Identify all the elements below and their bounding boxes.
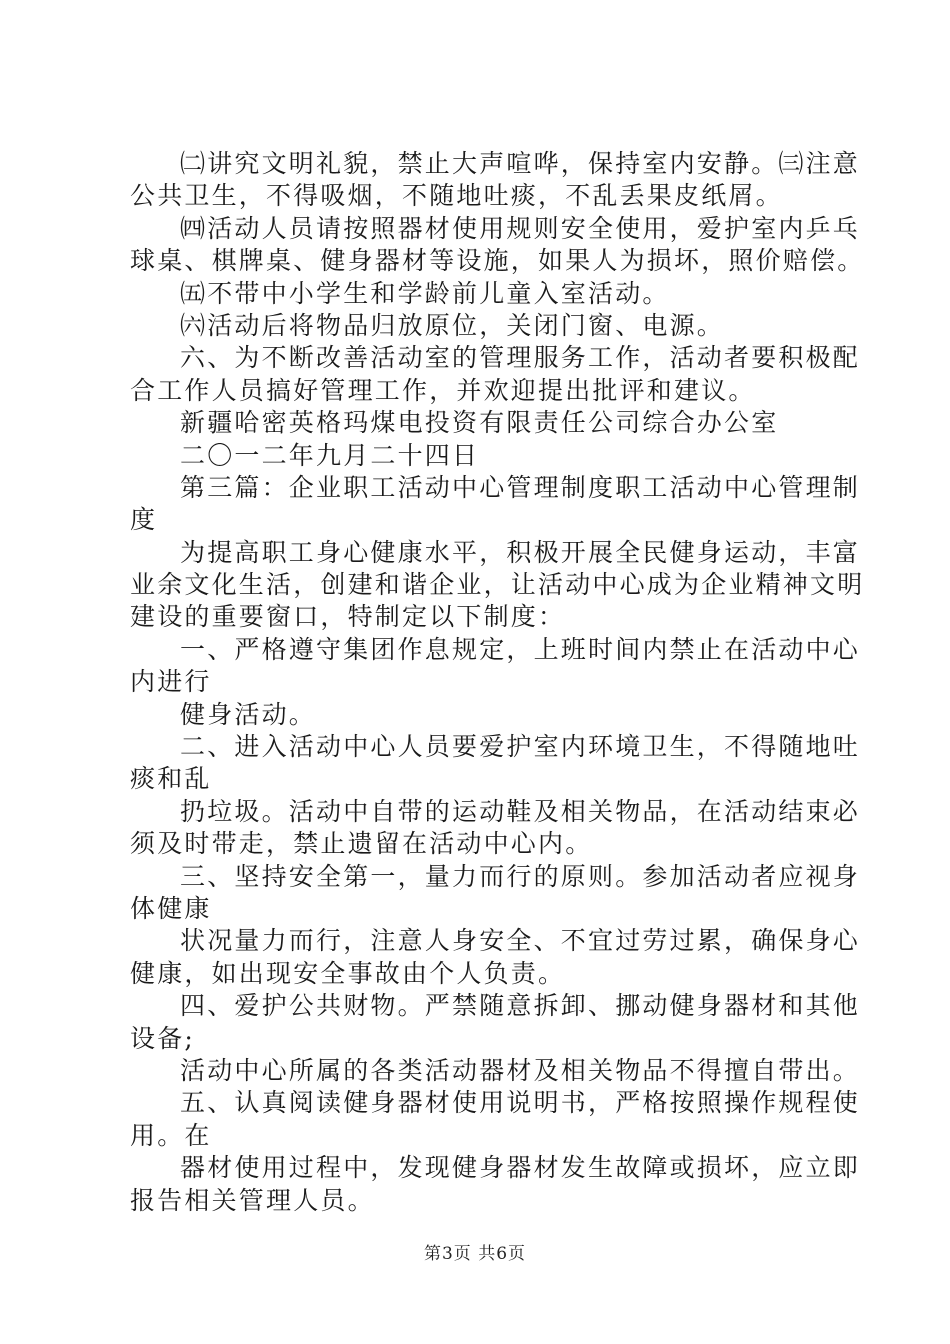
text-line: 痰和乱	[130, 764, 212, 794]
text-line: 球桌、棋牌桌、健身器材等设施，如果人为损坏，照价赔偿。	[130, 246, 865, 276]
text-line: 六、为不断改善活动室的管理服务工作，活动者要积极配	[180, 343, 861, 373]
page-footer: 第3页 共6页	[423, 1244, 527, 1264]
text-line: 度	[130, 505, 158, 535]
text-line: 合工作人员搞好管理工作，并欢迎提出批评和建议。	[130, 375, 756, 405]
text-line: 五、认真阅读健身器材使用说明书，严格按照操作规程使	[180, 1088, 861, 1118]
text-line: 体健康	[130, 893, 212, 923]
text-line: 扔垃圾。活动中自带的运动鞋及相关物品，在活动结束必	[180, 796, 861, 826]
text-line: 为提高职工身心健康水平，积极开展全民健身运动，丰富	[180, 537, 861, 567]
text-line: ㈤不带中小学生和学龄前儿童入室活动。	[180, 278, 670, 308]
text-line: 状况量力而行，注意人身安全、不宜过劳过累，确保身心	[180, 926, 861, 956]
text-line: 二〇一二年九月二十四日	[180, 440, 480, 470]
text-line: 健康，如出现安全事故由个人负责。	[130, 958, 566, 988]
text-line: 用。在	[130, 1120, 212, 1150]
text-line: 业余文化生活，创建和谐企业，让活动中心成为企业精神文明	[130, 570, 865, 600]
text-line: 四、爱护公共财物。严禁随意拆卸、挪动健身器材和其他	[180, 991, 861, 1021]
text-line: 三、坚持安全第一，量力而行的原则。参加活动者应视身	[180, 861, 861, 891]
text-line: 二、进入活动中心人员要爱护室内环境卫生，不得随地吐	[180, 732, 861, 762]
text-line: ㈥活动后将物品归放原位，关闭门窗、电源。	[180, 310, 725, 340]
text-line: 建设的重要窗口，特制定以下制度：	[130, 602, 566, 632]
text-line: 设备;	[130, 1023, 196, 1053]
text-line: 健身活动。	[180, 699, 317, 729]
text-line: 器材使用过程中，发现健身器材发生故障或损坏，应立即	[180, 1153, 861, 1183]
text-line: 须及时带走，禁止遗留在活动中心内。	[130, 829, 593, 859]
text-line: ㈡讲究文明礼貌，禁止大声喧哗，保持室内安静。㈢注意	[180, 149, 861, 178]
text-line: 一、严格遵守集团作息规定，上班时间内禁止在活动中心	[180, 634, 861, 664]
text-line: 新疆哈密英格玛煤电投资有限责任公司综合办公室	[180, 408, 779, 438]
text-line: 活动中心所属的各类活动器材及相关物品不得擅自带出。	[180, 1055, 861, 1085]
document-body	[130, 148, 865, 1217]
text-line: 第三篇：企业职工活动中心管理制度职工活动中心管理制	[180, 472, 861, 502]
text-line: 报告相关管理人员。	[130, 1185, 375, 1215]
text-line: ㈣活动人员请按照器材使用规则安全使用，爱护室内乒乓	[180, 213, 861, 243]
text-line: 公共卫生，不得吸烟，不随地吐痰，不乱丢果皮纸屑。	[130, 181, 783, 211]
text-line: 内进行	[130, 667, 212, 697]
